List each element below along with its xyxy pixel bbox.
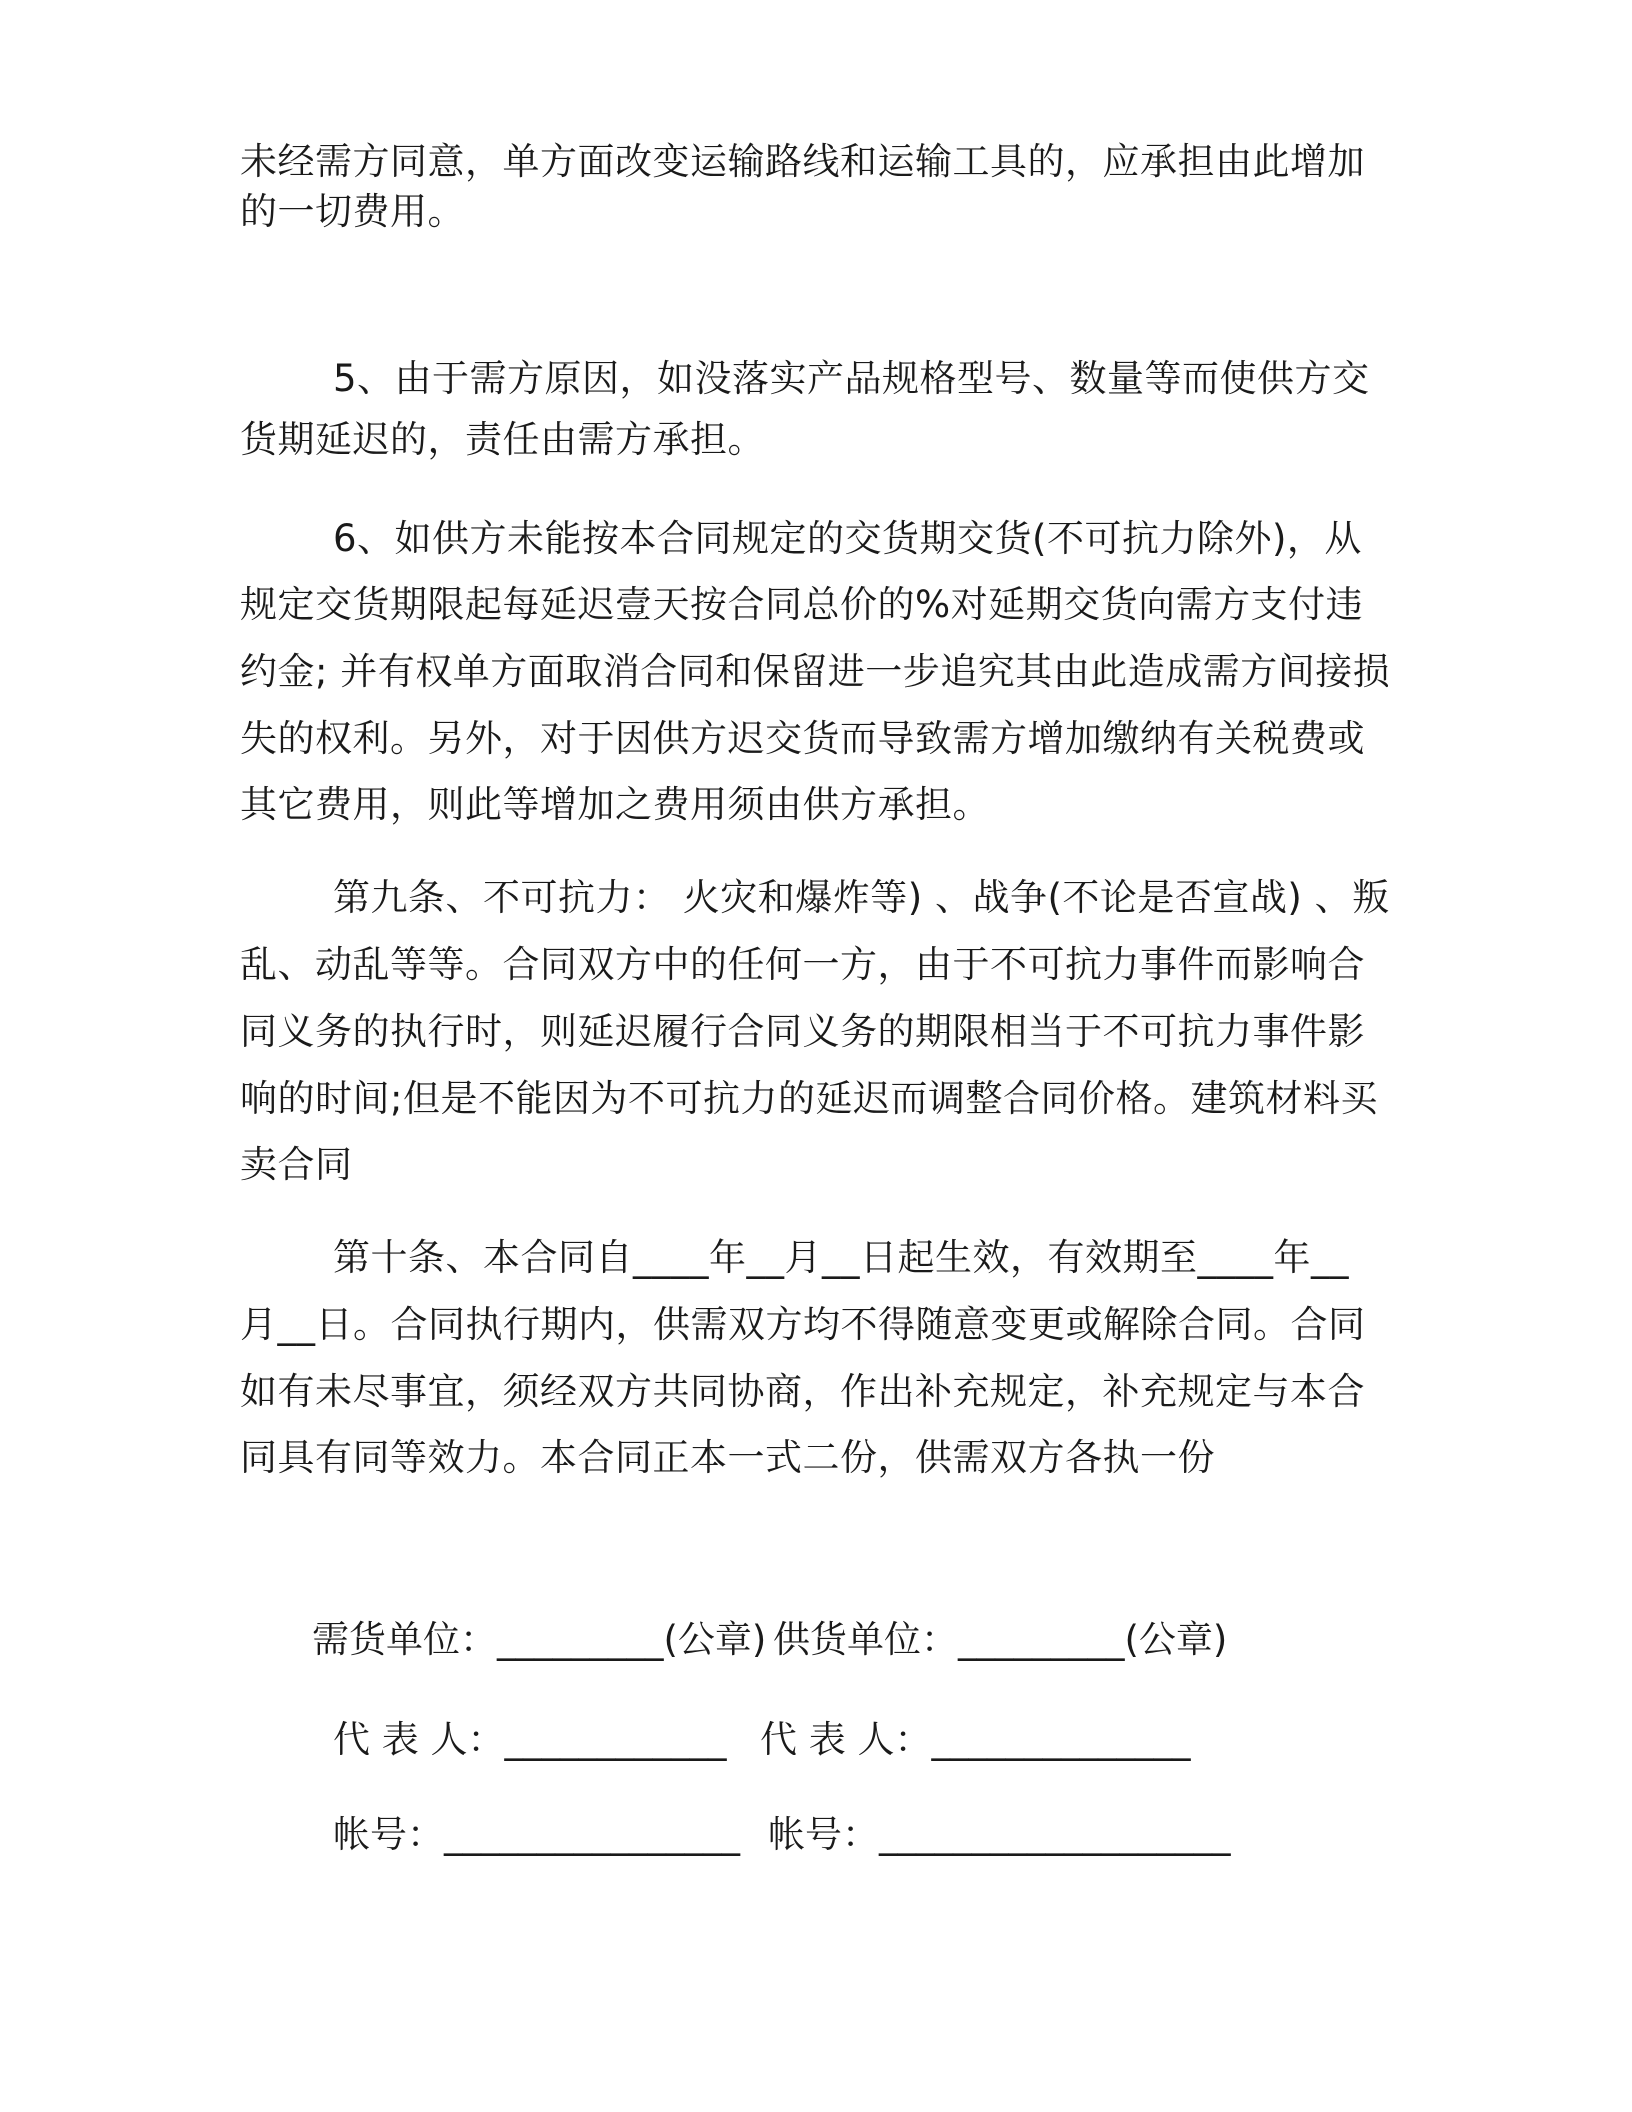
supplier-account-field: 帐号：___________________ — [768, 1813, 1231, 1856]
paragraph-line: 未经需方同意，单方面改变运输路线和运输工具的，应承担由此增加 — [240, 140, 1365, 183]
paragraph-line: 月__日。合同执行期内，供需双方均不得随意变更或解除合同。合同 — [240, 1303, 1366, 1346]
paragraph-line: 失的权利。另外，对于因供方迟交货而导致需方增加缴纳有关税费或 — [240, 717, 1365, 760]
paragraph-line: 规定交货期限起每延迟壹天按合同总价的%对延期交货向需方支付违 — [240, 583, 1364, 626]
supplier-representative-field: 代 表 人：______________ — [760, 1718, 1191, 1761]
paragraph-line: 同具有同等效力。本合同正本一式二份，供需双方各执一份 — [240, 1436, 1215, 1479]
buyer-account-field: 帐号：________________ — [333, 1813, 740, 1856]
paragraph-line: 第九条、不可抗力： 火灾和爆炸等) 、战争(不论是否宣战) 、叛 — [333, 876, 1390, 919]
paragraph-line: 乱、动乱等等。合同双方中的任何一方，由于不可抗力事件而影响合 — [240, 943, 1365, 986]
supplier-unit-field: 供货单位：_________(公章) — [773, 1618, 1228, 1661]
paragraph-line: 同义务的执行时，则延迟履行合同义务的期限相当于不可抗力事件影 — [240, 1010, 1365, 1053]
paragraph-line: 的一切费用。 — [240, 190, 465, 233]
buyer-unit-field: 需货单位：_________(公章) — [312, 1618, 767, 1661]
paragraph-line: 6、如供方未能按本合同规定的交货期交货(不可抗力除外)，从 — [333, 517, 1362, 560]
paragraph-line: 其它费用，则此等增加之费用须由供方承担。 — [240, 783, 990, 826]
paragraph-line: 约金; 并有权单方面取消合同和保留进一步追究其由此造成需方间接损 — [240, 650, 1391, 693]
paragraph-line: 货期延迟的，责任由需方承担。 — [240, 418, 765, 461]
paragraph-line: 5、由于需方原因，如没落实产品规格型号、数量等而使供方交 — [333, 357, 1370, 400]
paragraph-line: 如有未尽事宜，须经双方共同协商，作出补充规定，补充规定与本合 — [240, 1370, 1365, 1413]
paragraph-line: 响的时间;但是不能因为不可抗力的延迟而调整合同价格。建筑材料买 — [240, 1077, 1378, 1120]
paragraph-line: 第十条、本合同自____年__月__日起生效，有效期至____年__ — [333, 1236, 1349, 1279]
buyer-representative-field: 代 表 人：____________ — [333, 1718, 727, 1761]
paragraph-line: 卖合同 — [240, 1143, 353, 1186]
